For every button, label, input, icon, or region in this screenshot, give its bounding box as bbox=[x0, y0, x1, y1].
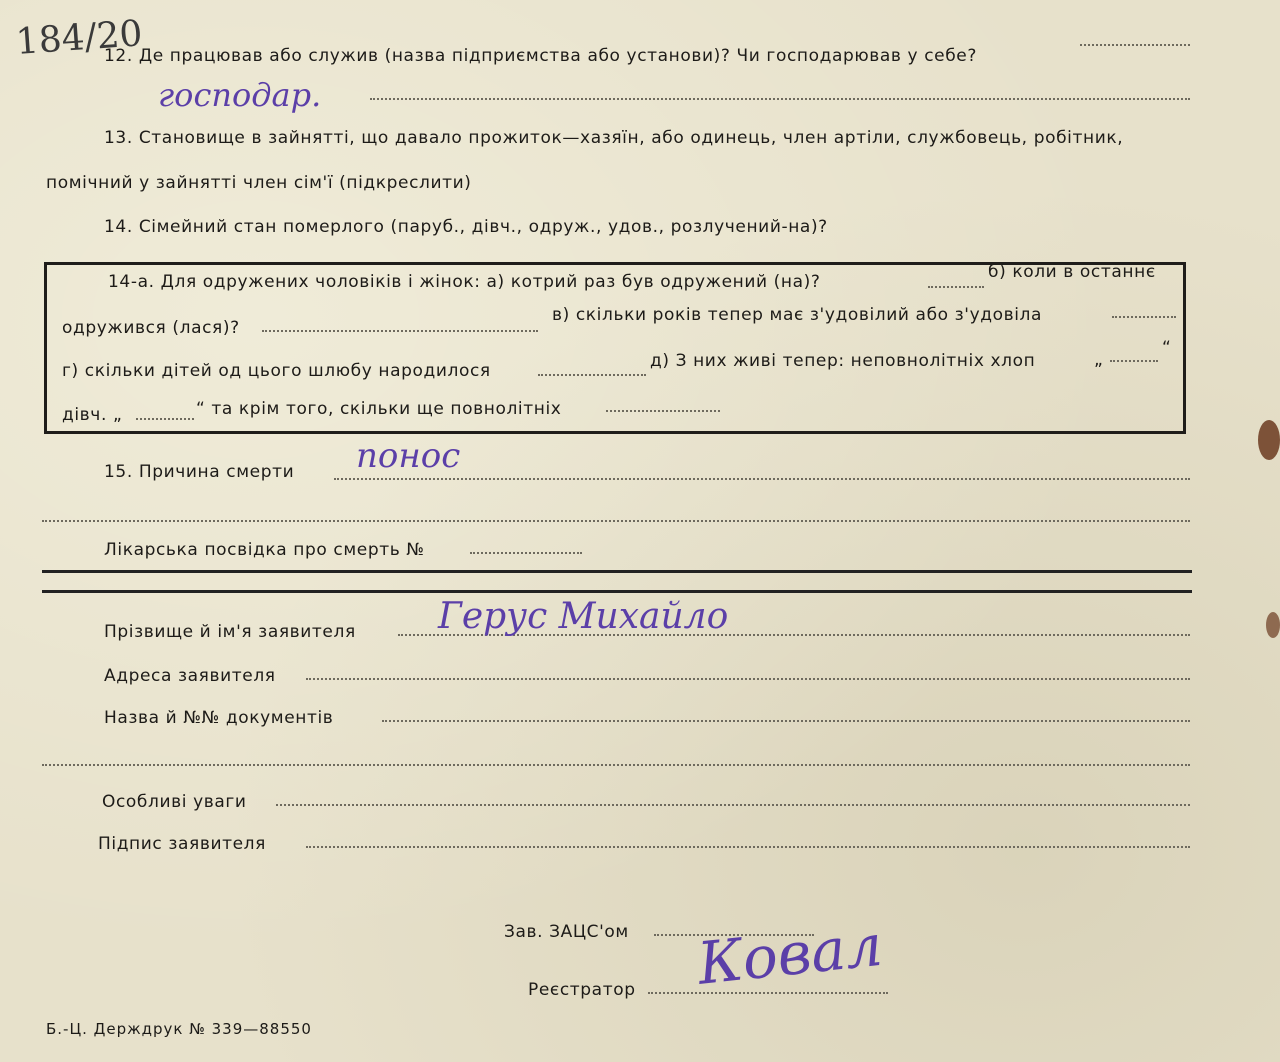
q14a-line3-open-quote: „ bbox=[1094, 350, 1104, 370]
q14a-line4-b: “ та крім того, скільки ще повнолітніх bbox=[196, 399, 562, 419]
q14a-line3-b: д) З них живі тепер: неповнолітніх хлоп bbox=[650, 351, 1036, 371]
q14a-line2-a: одружився (лася)? bbox=[62, 318, 240, 338]
registrar-signature-field bbox=[648, 992, 888, 994]
q14a-children-born-field bbox=[538, 374, 646, 376]
applicant-name-label: Прізвище й ім'я заявителя bbox=[104, 622, 356, 642]
q14a-girls-field bbox=[136, 418, 194, 420]
q14a-widow-years-field bbox=[1112, 316, 1176, 318]
q12-answer-line-2 bbox=[370, 98, 1190, 100]
q14a-line1-b: б) коли в останнє bbox=[988, 262, 1156, 282]
registrar-label: Реєстратор bbox=[528, 980, 636, 1000]
archive-number: 184/20 bbox=[14, 13, 144, 63]
applicant-notes-field bbox=[276, 804, 1190, 806]
q15-answer: понос bbox=[356, 436, 461, 476]
q13-line2: помічний у зайнятті член сім'ї (підкреслити) bbox=[46, 173, 472, 193]
applicant-address-field bbox=[306, 678, 1190, 680]
q14a-line3-a: г) скільки дітей од цього шлюбу народилося bbox=[62, 361, 491, 381]
applicant-notes-label: Особливі уваги bbox=[102, 792, 247, 812]
q14a-times-married-field bbox=[928, 286, 984, 288]
q14a-line3-close-quote: “ bbox=[1162, 338, 1172, 358]
applicant-address-label: Адреса заявителя bbox=[104, 666, 276, 686]
q15-answer-line-2 bbox=[42, 520, 1190, 522]
q12-label: 12. Де працював або служив (назва підприємства або установи)? Чи господарював у себе? bbox=[104, 46, 977, 66]
q15-label: 15. Причина смерти bbox=[104, 462, 295, 482]
q14a-boys-field bbox=[1110, 360, 1158, 362]
q13-line1: 13. Становище в зайнятті, що давало прожиток—хазяїн, або одинець, член артіли, службовець, робітник, bbox=[104, 128, 1124, 148]
section-divider-top bbox=[42, 570, 1192, 573]
q12-answer-line bbox=[1080, 44, 1190, 46]
medical-cert-label: Лікарська посвідка про смерть № bbox=[104, 540, 425, 560]
paper-stain bbox=[1266, 612, 1280, 638]
registrar-signature: Ковал bbox=[694, 910, 886, 998]
printer-imprint: Б.-Ц. Держдрук № 339—88550 bbox=[46, 1020, 312, 1038]
q14a-line1-a: 14-а. Для одружених чоловіків і жінок: а) котрий раз був одружений (на)? bbox=[108, 272, 821, 292]
section-divider-bottom bbox=[42, 590, 1192, 593]
applicant-docs-field bbox=[382, 720, 1190, 722]
applicant-signature-label: Підпис заявителя bbox=[98, 834, 266, 854]
q14a-line4-a: дівч. „ bbox=[62, 405, 123, 425]
applicant-docs-field-2 bbox=[42, 764, 1190, 766]
q15-answer-line bbox=[334, 478, 1190, 480]
medical-cert-field bbox=[470, 552, 582, 554]
paper-stain bbox=[1258, 420, 1280, 460]
applicant-name-value: Герус Михайло bbox=[438, 596, 729, 637]
q14a-line2-b: в) скільки років тепер має з'удовілий або з'удовіла bbox=[552, 305, 1043, 325]
q14a-last-married-field bbox=[262, 330, 538, 332]
applicant-signature-field bbox=[306, 846, 1190, 848]
head-label: Зав. ЗАЦС'ом bbox=[504, 922, 629, 942]
q14a-adults-field bbox=[606, 410, 720, 412]
q12-answer: господар. bbox=[158, 76, 322, 114]
applicant-docs-label: Назва й №№ документів bbox=[104, 708, 334, 728]
q14-label: 14. Сімейний стан померлого (паруб., дівч., одруж., удов., розлучений-на)? bbox=[104, 217, 828, 237]
